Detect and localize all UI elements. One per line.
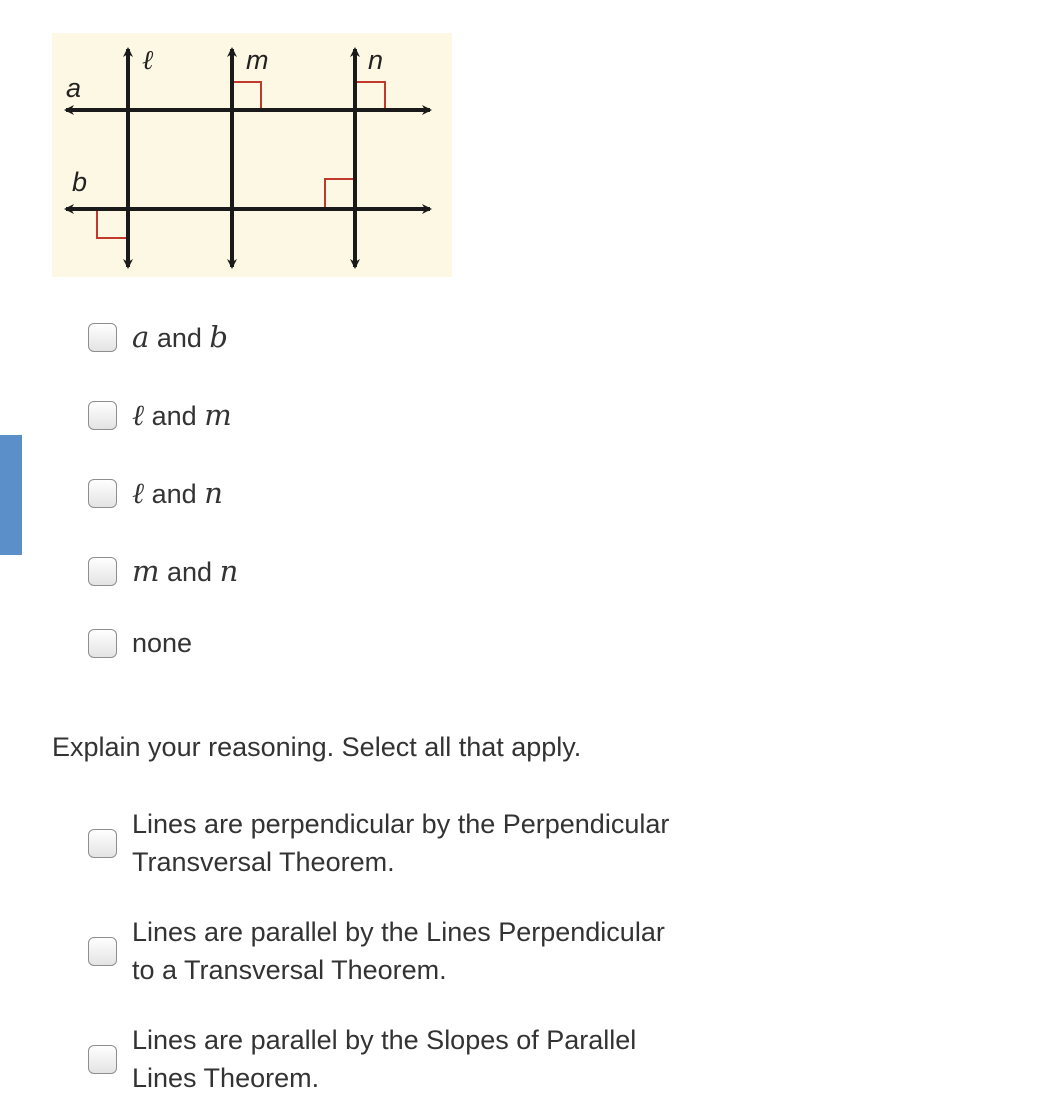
option-conj: and (151, 479, 197, 509)
reason-option-slopes-of-parallel-lines[interactable] (88, 1021, 732, 1097)
option-conj: and (167, 557, 213, 587)
label-m: m (246, 45, 269, 75)
option-var-2: n (219, 554, 239, 588)
option-label (132, 398, 232, 433)
checkbox[interactable] (88, 829, 117, 858)
reason-label (132, 913, 732, 989)
label-n: n (368, 45, 384, 75)
option-l-and-m[interactable] (88, 398, 232, 433)
lines-diagram (52, 33, 452, 277)
right-angle-mark-m-a (234, 82, 261, 108)
checkbox[interactable] (88, 401, 117, 430)
label-l: ℓ (142, 45, 154, 76)
reason-line-1: Lines are parallel by the Slopes of Parallel (132, 1025, 637, 1055)
option-label (132, 554, 238, 588)
checkbox[interactable] (88, 937, 117, 966)
option-var-1: ℓ (132, 476, 145, 510)
checkbox[interactable] (88, 557, 117, 586)
option-var-2: b (209, 320, 228, 354)
reason-option-perpendicular-transversal[interactable] (88, 805, 732, 881)
option-label: none (132, 628, 193, 658)
right-angle-mark-n-b (325, 179, 353, 207)
checkbox[interactable] (88, 629, 117, 658)
option-a-and-b[interactable] (88, 320, 228, 354)
lines-figure (52, 33, 452, 277)
reason-line-2: to a Transversal Theorem. (132, 955, 447, 985)
reason-line-2: Transversal Theorem. (132, 847, 395, 877)
checkbox[interactable] (88, 323, 117, 352)
option-var-2: m (204, 398, 232, 432)
checkbox[interactable] (88, 1045, 117, 1074)
reason-line-2: Lines Theorem. (132, 1063, 320, 1093)
option-conj: and (156, 323, 202, 353)
reasoning-prompt: Explain your reasoning. Select all that apply. (52, 732, 582, 762)
right-angle-mark-l-b (97, 211, 126, 238)
right-angle-mark-n-a (357, 82, 385, 108)
reason-line-1: Lines are perpendicular by the Perpendicular (132, 809, 670, 839)
reason-option-lines-perpendicular-to-transversal[interactable] (88, 913, 732, 989)
reason-label (132, 1021, 732, 1097)
label-b: b (72, 167, 88, 197)
option-var-1: ℓ (132, 398, 145, 432)
side-tab[interactable] (0, 435, 22, 555)
option-label (132, 476, 223, 511)
reason-line-1: Lines are parallel by the Lines Perpendicular (132, 917, 665, 947)
option-var-1: a (132, 320, 150, 354)
option-var-2: n (204, 476, 223, 510)
option-var-1: m (132, 554, 160, 588)
option-l-and-n[interactable] (88, 476, 223, 511)
label-a: a (66, 73, 82, 103)
option-conj: and (151, 401, 197, 431)
reason-label (132, 805, 732, 881)
checkbox[interactable] (88, 479, 117, 508)
option-label (132, 320, 228, 354)
option-m-and-n[interactable] (88, 554, 238, 588)
option-none[interactable] (88, 628, 192, 659)
